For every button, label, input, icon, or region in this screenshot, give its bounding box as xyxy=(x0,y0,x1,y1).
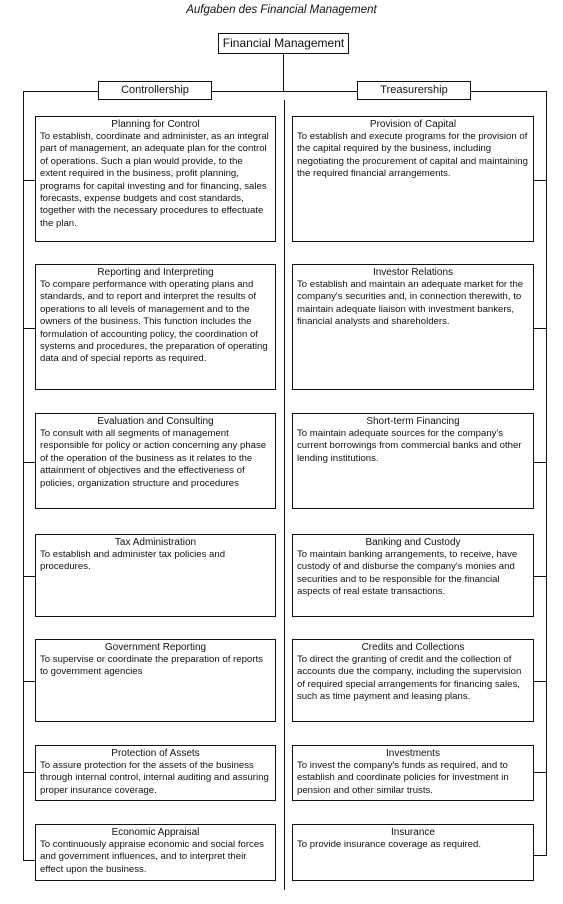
controllership-task-government-reporting xyxy=(35,639,276,722)
task-description: To establish and maintain an adequate market for the company's securities and, in connection therewith, to maintain adequate liaison with investment bankers, financial analysts and shareholders. xyxy=(297,279,524,328)
task-title: Insurance xyxy=(391,827,435,838)
task-title: Banking and Custody xyxy=(365,537,461,548)
treasurership-task-credits-and-collections xyxy=(292,639,534,722)
root-stem-line xyxy=(283,54,284,91)
controllership-task-planning-for-control xyxy=(35,116,276,242)
task-title: Credits and Collections xyxy=(361,642,465,653)
task-title: Short-term Financing xyxy=(366,416,460,427)
task-description: To maintain adequate sources for the company's current borrowings from commercial banks and other lending institutions. xyxy=(297,428,522,464)
controllership-task-economic-appraisal xyxy=(35,824,276,881)
task-description: To establish and execute programs for the provision of the capital required by the business, including negotiating the procurement of capital and maintaining the required financial arrangements. xyxy=(297,131,528,180)
treasurership-connector xyxy=(534,180,546,181)
treasurership-connector xyxy=(534,772,546,773)
task-title: Investments xyxy=(386,748,440,759)
task-title: Economic Appraisal xyxy=(111,827,200,838)
task-description: To consult with all segments of management responsible for policy or action concerning any phase of the operation of the business as it relates to the attainment of objectives and the effectiveness of policies, organization structure and procedures xyxy=(40,428,267,489)
controllership-header: Controllership xyxy=(98,81,212,100)
controllership-task-evaluation-and-consulting xyxy=(35,413,276,509)
controllership-spine-line xyxy=(23,91,24,861)
treasurership-task-provision-of-capital xyxy=(292,116,534,242)
task-title: Provision of Capital xyxy=(369,119,457,130)
treasurership-connector xyxy=(534,855,546,856)
controllership-connector xyxy=(23,328,35,329)
treasurership-task-short-term-financing xyxy=(292,413,534,509)
task-description: To compare performance with operating plans and standards, and to report and interpret the results of operations to all levels of management and to the owners of the business. This function includes the formulation of accounting policy, the coordination of systems and procedures, the preparation of operating data and of special reports as required. xyxy=(40,279,268,365)
controllership-connector xyxy=(23,462,35,463)
task-title: Planning for Control xyxy=(111,119,200,130)
task-description: To establish, coordinate and administer, as an integral part of management, an adequate plan for the control of operations. Such a plan would provide, to the extent required in the business, profit planning, programs for capital investing and for financing, sales forecasts, expense budgets and cost standards, together with the necessary procedures to effectuate the plan. xyxy=(40,131,269,229)
task-description: To direct the granting of credit and the collection of accounts due the company, including the supervision of required special arrangements for financing sales, such as time payment and leasing plans. xyxy=(297,654,522,703)
task-title: Evaluation and Consulting xyxy=(97,416,214,427)
controllership-connector xyxy=(23,681,35,682)
treasurership-connector xyxy=(534,681,546,682)
controllership-task-reporting-and-interpreting xyxy=(35,264,276,390)
treasurership-task-insurance xyxy=(292,824,534,881)
controllership-task-tax-administration xyxy=(35,534,276,617)
treasurership-spine-line xyxy=(546,91,547,856)
task-description: To maintain banking arrangements, to receive, have custody of and disburse the company's monies and securities and to be responsible for the financial aspects of real estate transactions. xyxy=(297,549,518,598)
controllership-task-protection-of-assets xyxy=(35,745,276,801)
controllership-connector xyxy=(23,772,35,773)
task-title: Protection of Assets xyxy=(111,748,200,759)
task-title: Government Reporting xyxy=(104,642,207,653)
treasurership-task-investor-relations xyxy=(292,264,534,390)
task-description: To invest the company's funds as required, and to establish and coordinate policies for investment in pension and other similar trusts. xyxy=(297,760,509,796)
treasurership-task-banking-and-custody xyxy=(292,534,534,617)
task-title: Investor Relations xyxy=(372,267,454,278)
treasurership-task-investments xyxy=(292,745,534,801)
treasurership-connector xyxy=(534,576,546,577)
controllership-connector xyxy=(23,180,35,181)
task-description: To continuously appraise economic and social forces and government influences, and to interpret their effect upon the business. xyxy=(40,839,264,875)
diagram-caption: Aufgaben des Financial Management xyxy=(186,4,377,16)
controllership-connector xyxy=(23,576,35,577)
controllership-connector xyxy=(23,860,35,861)
task-title: Reporting and Interpreting xyxy=(97,267,214,278)
task-description: To supervise or coordinate the preparation of reports to government agencies xyxy=(40,654,263,678)
center-divider-line xyxy=(284,100,285,890)
task-title: Tax Administration xyxy=(114,537,197,548)
task-description: To provide insurance coverage as required. xyxy=(297,839,481,850)
root-node-financial-management: Financial Management xyxy=(218,33,349,54)
treasurership-connector xyxy=(534,462,546,463)
treasurership-connector xyxy=(534,328,546,329)
task-description: To assure protection for the assets of the business through internal control, internal auditing and assuring proper insurance coverage. xyxy=(40,760,269,796)
task-description: To establish and administer tax policies and procedures. xyxy=(40,549,226,573)
treasurership-header: Treasurership xyxy=(357,81,471,100)
